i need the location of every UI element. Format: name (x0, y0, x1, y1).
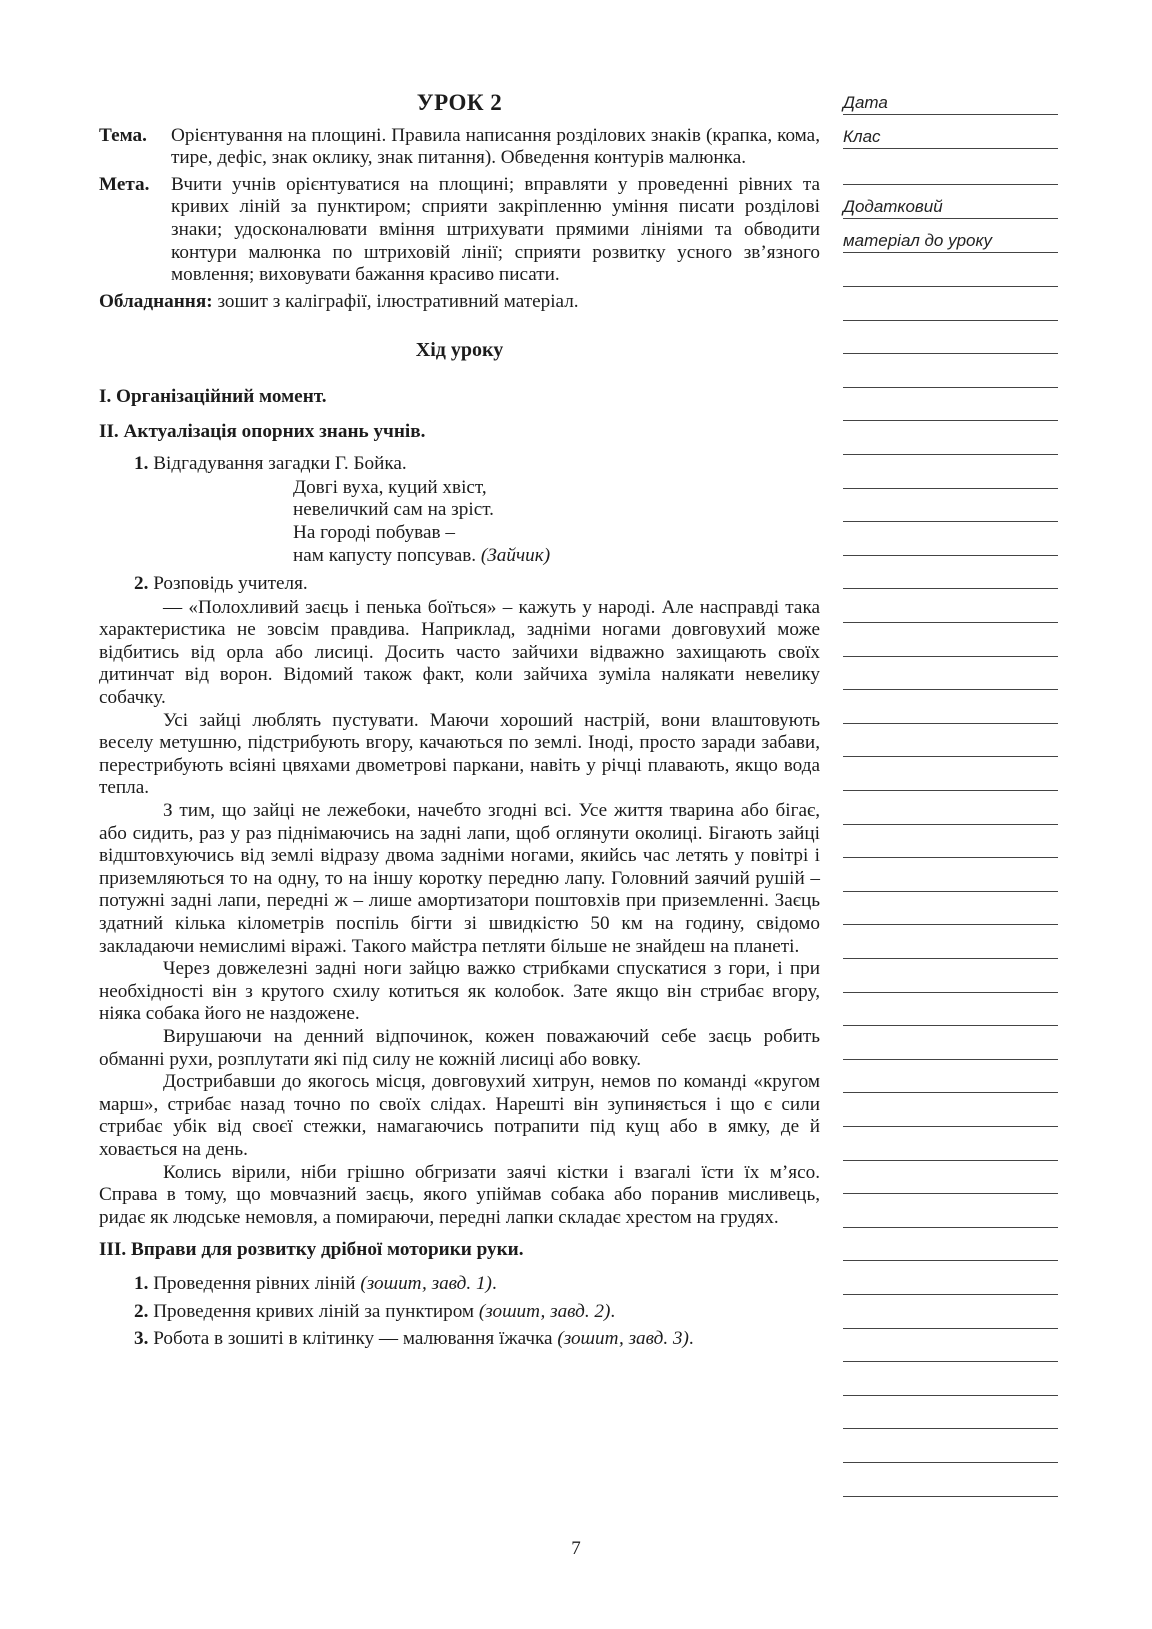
item-number: 1. (134, 453, 149, 475)
exercise-note: (зошит, завд. 1) (360, 1272, 492, 1294)
note-line (843, 756, 1058, 757)
exercise-number: 1. (134, 1272, 149, 1294)
note-line (843, 1126, 1058, 1127)
note-line (843, 958, 1058, 959)
exercise-text: Проведення кривих ліній за пунктиром (148, 1300, 479, 1322)
class-field (843, 126, 1058, 149)
topic-field (99, 125, 820, 170)
poem-line: Довгі вуха, куций хвіст, (293, 476, 487, 498)
story-paragraph: Вирушаючи на денний відпочинок, кожен поважаючий себе заєць робить обманні рухи, розплутати які під силу не кожній лисиці або вовку. (99, 1025, 820, 1070)
story-paragraph: — «Полохливий заєць і пенька боїться» – кажуть у народі. Але насправді така характеристика не зовсім правдива. Наприклад, задніми ногами довговухий може відбитись від орла або лисиці. Досить часто зайчихи відважно захищають своїх дитинчат від ворон. Відомий також факт, коли зайчиха зуміла налякати невелику собачку. (99, 596, 820, 709)
note-line (843, 824, 1058, 825)
extra-material-field (843, 230, 1058, 253)
note-line (843, 857, 1058, 858)
exercise-number: 2. (134, 1300, 149, 1322)
extra-material-label: матеріал до уроку (843, 231, 993, 250)
note-line (843, 1260, 1058, 1261)
item-text: Розповідь учителя. (148, 573, 308, 595)
exercise-item (99, 1273, 820, 1296)
topic-label: Тема. (99, 124, 147, 146)
exercise-number: 3. (134, 1328, 149, 1350)
note-line (843, 622, 1058, 623)
list-item (99, 453, 820, 476)
item-number: 2. (134, 573, 149, 595)
teacher-story (99, 597, 820, 1230)
note-line (843, 521, 1058, 522)
exercise-note: (зошит, завд. 2) (478, 1300, 611, 1322)
extra-material-field (843, 196, 1058, 219)
story-paragraph: З тим, що зайці не лежебоки, начебто згодні всі. Усе життя тварина або бігає, або сидить, раз у раз піднімаючись на задні лапи, щоб оглянути околиці. Бігають зайці відштовхуючись від землі відразу двома задніми ногами, якийсь час летять у повітрі і приземляються то на одну, то на іншу коротку передню лапу. Головний заячий рушій – потужні задні лапи, передні ж – лише амортизатори поштовхів при приземленні. Заєць здатний кілька кілометрів поспіль бігти зі швидкістю 50 км на годину, свідомо закладаючи немислимі віражі. Такого майстра петляти більше не знайдеш на планеті. (99, 800, 820, 957)
equipment-field (99, 291, 820, 314)
lesson-title: УРОК 2 (416, 90, 503, 115)
poem-line-text: нам капусту попсував. (293, 544, 481, 566)
exercise-end: . (610, 1300, 616, 1322)
exercise-note: (зошит, завд. 3) (557, 1328, 689, 1350)
note-line (843, 1193, 1058, 1194)
goal-label: Мета. (99, 173, 150, 195)
topic-text: Орієнтування на площині. Правила написання розділових знаків (крапка, кома, тире, дефіс, знак оклику, знак питання). Обведення контурів малюнка. (171, 124, 820, 169)
note-line (843, 723, 1058, 724)
section-heading-1: I. Організаційний момент. (99, 385, 327, 407)
section-heading-3: III. Вправи для розвитку дрібної моторики руки. (99, 1239, 524, 1261)
note-line (843, 420, 1058, 421)
item-text: Відгадування загадки Г. Бойка. (148, 453, 407, 475)
date-field (843, 92, 1058, 115)
note-line (843, 1092, 1058, 1093)
riddle-answer: (Зайчик) (480, 544, 551, 566)
poem-line: На городі побував – (293, 521, 455, 543)
goal-text: Вчити учнів орієнтуватися на площині; вправляти у проведенні рівних та кривих ліній за пунктиром; сприяти закріпленню уміння писати розділові знаки; удосконалювати вміння штрихувати прямими лініями та обводити контури малюнка по штриховій лінії; сприяти розвитку усного зв’язного мовлення; виховувати бажання красиво писати. (171, 173, 820, 286)
extra-material-label: Додатковий (843, 197, 943, 216)
exercise-item (99, 1301, 820, 1324)
exercise-text: Робота в зошиті в клітинку — малювання їжачка (148, 1328, 558, 1350)
note-line (843, 1395, 1058, 1396)
date-label: Дата (843, 93, 888, 112)
note-line (843, 184, 1058, 185)
note-line (843, 689, 1058, 690)
note-line (843, 454, 1058, 455)
exercise-item (99, 1328, 820, 1351)
riddle-poem (99, 477, 820, 567)
note-line (843, 992, 1058, 993)
exercise-end: . (688, 1328, 694, 1350)
story-paragraph: Усі зайці люблять пустувати. Маючи хороший настрій, вони влаштовують веселу метушню, підстрибують вгору, качаються по землі. Іноді, просто заради забави, перестрибують всіяні цвяхами двометрові паркани, навіть у річці плавають, якщо вода тепла. (99, 709, 820, 799)
story-paragraph: Дострибавши до якогось місця, довговухий хитрун, немов по команді «кругом марш», стрибає назад точно по своїх слідах. Нарешті він зупиняється і що є сили стрибає убік від своєї стежки, намагаючись потрапити під кущ або в ямку, де й ховається на день. (99, 1071, 820, 1160)
story-paragraph: Колись вірили, ніби грішно обгризати заячі кістки і взагалі їсти їх м’ясо. Справа в тому, що мовчазний заєць, якого упіймав собака або поранив мисливець, ридає як людське немовля, а помираючи, передні лапки складає хрестом на грудях. (99, 1161, 820, 1228)
page-number: 7 (571, 1538, 581, 1559)
section-heading-2: II. Актуалізація опорних знань учнів. (99, 420, 426, 442)
progress-title: Хід уроку (415, 339, 504, 362)
story-paragraph: Через довжелезні задні ноги зайцю важко стрибками спускатися з гори, і при необхідності він з крутого схилу котиться як колобок. Зате якщо він стрибає вгору, ніяка собака його не наздожене. (99, 958, 820, 1025)
exercise-end: . (491, 1272, 497, 1294)
note-line (843, 488, 1058, 489)
note-line (843, 1025, 1058, 1026)
poem-line (293, 545, 820, 568)
note-line (843, 1059, 1058, 1060)
lesson-main-column (99, 92, 820, 1356)
note-line (843, 1496, 1058, 1497)
note-line (843, 387, 1058, 388)
note-line (843, 1328, 1058, 1329)
note-line (843, 1294, 1058, 1295)
note-line (843, 924, 1058, 925)
equipment-label: Обладнання: (99, 290, 213, 312)
note-line (843, 1462, 1058, 1463)
note-line (843, 320, 1058, 321)
note-line (843, 1227, 1058, 1228)
note-line (843, 286, 1058, 287)
note-line (843, 1160, 1058, 1161)
note-line (843, 656, 1058, 657)
note-line (843, 1361, 1058, 1362)
exercise-text: Проведення рівних ліній (148, 1272, 361, 1294)
equipment-text: зошит з каліграфії, ілюстративний матеріал. (212, 290, 579, 312)
note-line (843, 790, 1058, 791)
list-item (99, 573, 820, 596)
note-line (843, 353, 1058, 354)
note-line (843, 1428, 1058, 1429)
note-line (843, 588, 1058, 589)
poem-line: невеличкий сам на зріст. (293, 499, 494, 521)
class-label: Клас (843, 127, 881, 146)
note-line (843, 555, 1058, 556)
goal-field (99, 174, 820, 287)
note-line (843, 891, 1058, 892)
